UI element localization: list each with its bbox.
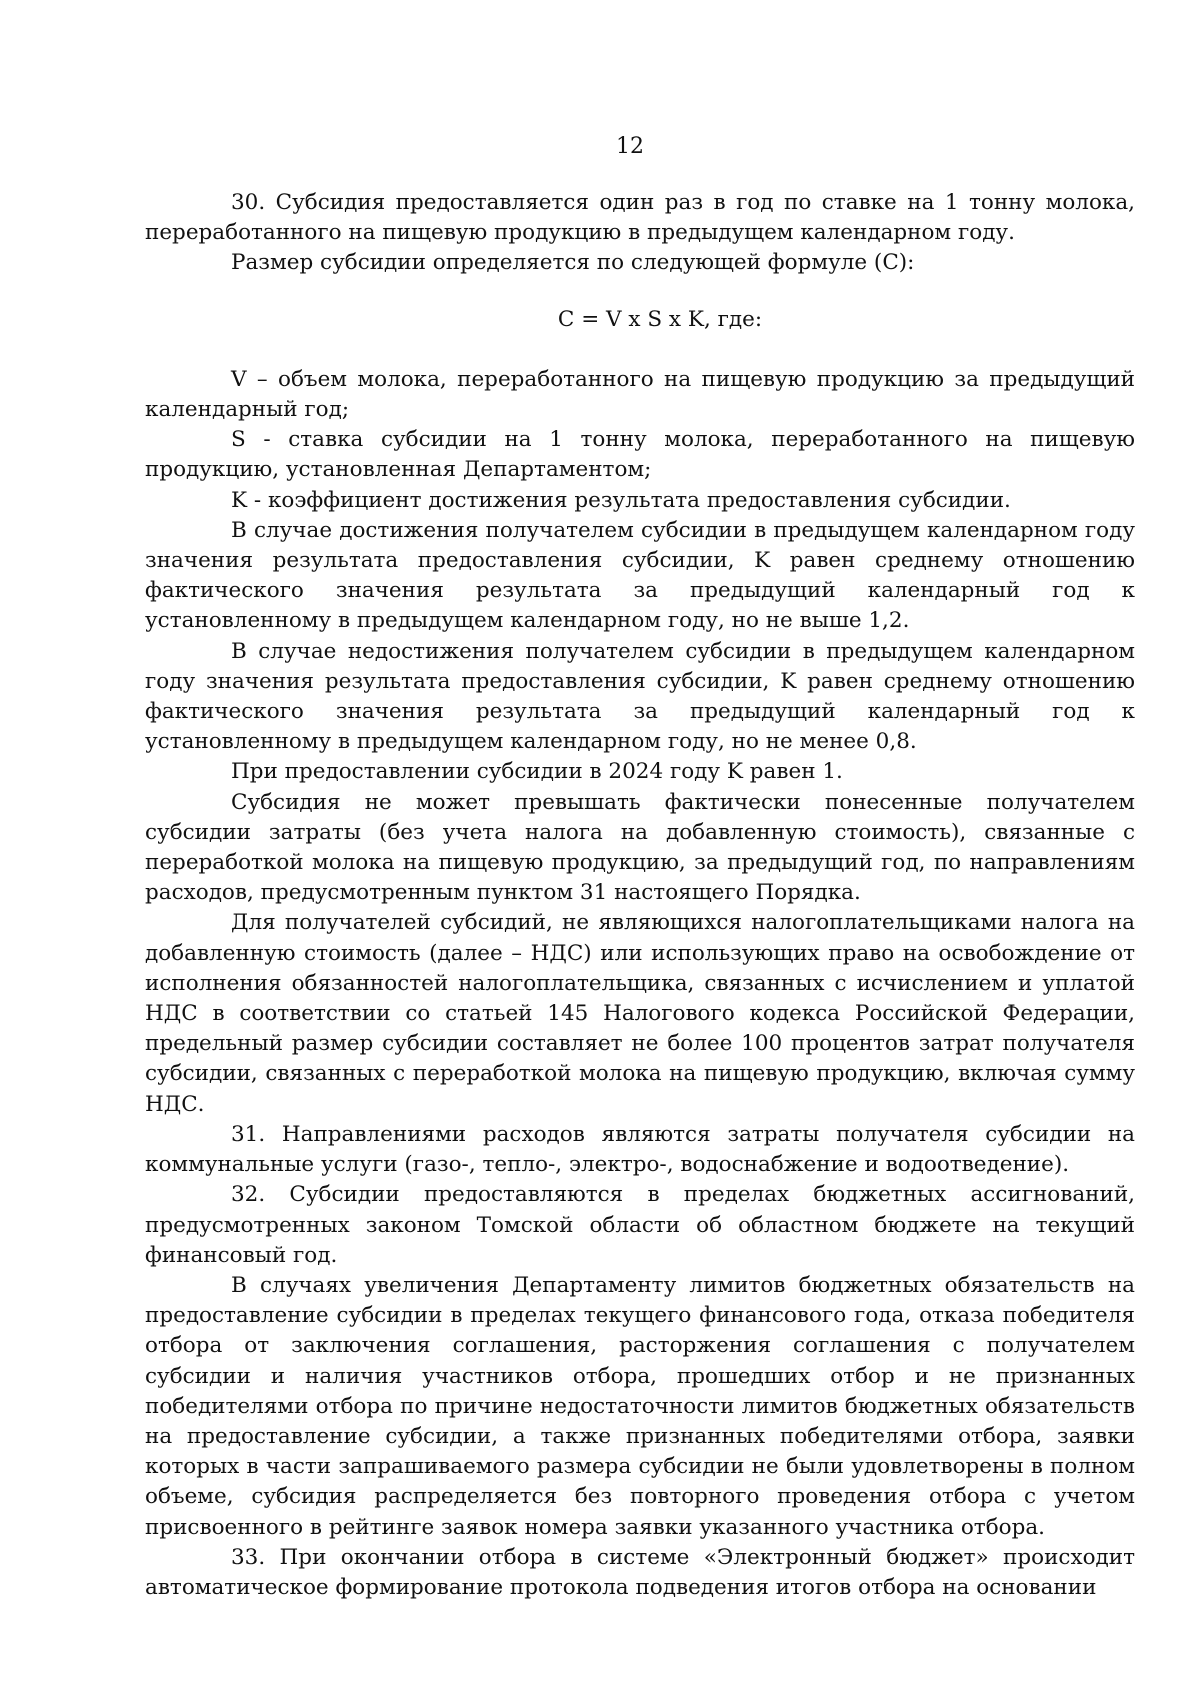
paragraph-31: 31. Направлениями расходов являются затраты получателя субсидии на коммунальные услуги (газо-, тепло-, электро-, водоснабжение и водоотведение).: [145, 1121, 1135, 1178]
subsidy-formula: C = V x S x K, где:: [557, 306, 763, 332]
paragraph-33: 33. При окончании отбора в системе «Электронный бюджет» происходит автоматическое формирование протокола подведения итогов отбора на основании: [145, 1544, 1135, 1600]
paragraph-k-definition: K - коэффициент достижения результата предоставления субсидии.: [231, 487, 1011, 513]
paragraph-32: 32. Субсидии предоставляются в пределах бюджетных ассигнований, предусмотренных законом Томской области об областном бюджете на текущий финансовый год.: [145, 1182, 1135, 1268]
paragraph-s-definition: S - ставка субсидии на 1 тонну молока, переработанного на пищевую продукцию, установленная Департаментом;: [145, 427, 1135, 483]
paragraph-k-non-achievement: В случае недостижения получателем субсидии в предыдущем календарном году значения результата предоставления субсидии, K равен среднему отношению фактического значения результата за предыдущий календарный год к установленному в предыдущем календарном году, но не менее 0,8.: [145, 638, 1135, 755]
paragraph-30: 30. Субсидия предоставляется один раз в год по ставке на 1 тонну молока, переработанного на пищевую продукцию в предыдущем календарном году.: [145, 190, 1135, 246]
paragraph-k-achievement: В случае достижения получателем субсидии в предыдущем календарном году значения результата предоставления субсидии, K равен среднему отношению фактического значения результата за предыдущий календарный год к установленному в предыдущем календарном году, но не выше 1,2.: [145, 517, 1135, 634]
paragraph-vat: Для получателей субсидий, не являющихся налогоплательщиками налога на добавленную стоимость (далее – НДС) или использующих право на освобождение от исполнения обязанностей налогоплательщика, связанных с исчислением и уплатой НДС в соответствии со статьей 145 Налогового кодекса Российской Федерации, предельный размер субсидии составляет не более 100 процентов затрат получателя субсидии, связанных с переработкой молока на пищевую продукцию, включая сумму НДС.: [145, 910, 1135, 1117]
paragraph-cost-limit: Субсидия не может превышать фактически понесенные получателем субсидии затраты (без учета налога на добавленную стоимость), связанные с переработкой молока на пищевую продукцию, за предыдущий год, по направлениям расходов, предусмотренным пунктом 31 настоящего Порядка.: [145, 789, 1135, 906]
paragraph-formula-intro: Размер субсидии определяется по следующей формуле (C):: [231, 250, 915, 276]
document-body: [145, 188, 1135, 1603]
page-number: 12: [616, 134, 644, 159]
paragraph-k-2024: При предоставлении субсидии в 2024 году K равен 1.: [231, 759, 843, 785]
paragraph-v-definition: V – объем молока, переработанного на пищевую продукцию за предыдущий календарный год;: [145, 366, 1135, 423]
paragraph-limits-increase: В случаях увеличения Департаменту лимитов бюджетных обязательств на предоставление субсидии в пределах текущего финансового года, отказа победителя отбора от заключения соглашения, расторжения соглашения с получателем субсидии и наличия участников отбора, прошедших отбор и не признанных победителями отбора по причине недостаточности лимитов бюджетных обязательств на предоставление субсидии, а также признанных победителями отбора, заявки которых в части запрашиваемого размера субсидии не были удовлетворены в полном объеме, субсидия распределяется без повторного проведения отбора с учетом присвоенного в рейтинге заявок номера заявки указанного участника отбора.: [145, 1272, 1135, 1540]
